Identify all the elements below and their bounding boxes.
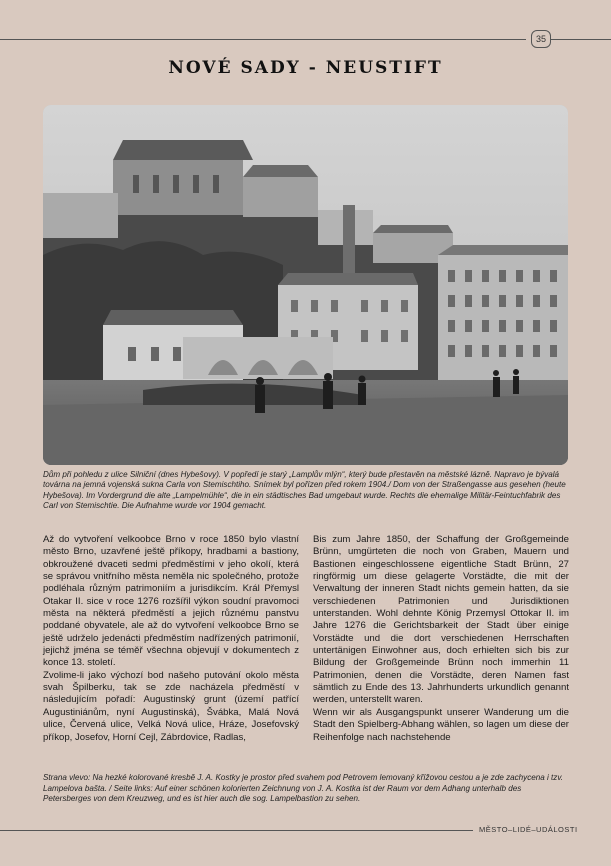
footer-label: MĚSTO–LIDÉ–UDÁLOSTI (479, 825, 578, 834)
side-caption: Strana vlevo: Na hezké kolorované kresbě J. A. Kostky je prostor před svahem pod Petrovem lemovaný křížovou cestou a je zde zachycena i tzv. Lampelova bašta. / Seite links: Auf einer schönen kolorierten Zeichnung von J. A. Kostka ist der Raum vor dem Adhang unterhalb des Petersberges von dem Kreuzweg, und es ist hier auch die sog. Lampelbastion zu sehen. (43, 773, 564, 803)
paragraph: Zvolime-li jako výchozí bod našeho putování okolo města svah Špilberku, tak se zde nacházela předměstí v následujícím pořadí: Augustinský grunt (území patřící Augustiniánům, nyní Augustinská), Švábka, Malá Nová ulice, Červená ulice, Velká Nová ulice, Hráze, Josefovský příkop, Josefov, Horní Cejl, Zábrdovice, Radlas, (43, 669, 299, 743)
page-title: NOVÉ SADY - NEUSTIFT (168, 58, 443, 78)
header-rule-right (551, 39, 611, 40)
footer-rule (0, 830, 473, 831)
paragraph: Wenn wir als Ausgangspunkt unserer Wanderung um die Stadt den Spielberg-Abhang wählen, so lagen um diese der Reihenfolge nach nachstehende (313, 706, 569, 743)
body-column-german (313, 534, 569, 744)
historic-street-photo-icon (43, 105, 568, 465)
header-rule (0, 39, 526, 40)
photo-caption: Dům při pohledu z ulice Silniční (dnes Hybešovy). V popředí je starý „Lamplův mlýn“, který bude přestavěn na městské lázně. Napravo je bývalá továrna na jemná vojenská sukna Carla von Stemischtiho. Snímek byl pořízen před rokem 1904./ Dom von der Straßengasse aus gesehen (heute Hybešova). Im Vordergrund die alte „Lampelmühle“, die in ein städtisches Bad umgebaut wurde. Rechts die ehemalige Militär-Feintuchfabrik des Carl von Stemischtie. Die Aufnahme wurde vor 1904 gemacht. (43, 470, 566, 511)
paragraph: Až do vytvoření velkoobce Brno v roce 1850 bylo vlastní město Brno, uzavřené ještě příkopy, hradbami a bastiony, obkroužené dvaceti sedmi předměstími v jeho okolí, která se správou vnitřního města neměla nic společného, protože podléhala různým patrimoniím a jurisdikcím. Král Přemysl Otakar II. sice v roce 1276 rozšířil výkon soudní pravomoci města na některá předměstí a jejich různému panstvu poddané obyvatele, ale až do vytvoření velkoobce Brno se ještě udrželo jedenácti předměstím nadřízených patrimonií, jejichž jména se téměř všechna objevují v dokumentech z konce 13. století. (43, 534, 299, 669)
page-number: 35 (531, 30, 551, 48)
historic-photo (43, 105, 568, 465)
body-column-czech (43, 534, 299, 744)
paragraph: Bis zum Jahre 1850, der Schaffung der Großgemeinde Brünn, umgürteten die noch von Graben, Mauern und Bastionen eingeschlossene eigentliche Stadt Brünn, 27 ringförmig um diese gelagerte Vorstädte, die mit der Verwaltung der inneren Stadt nichts gemein hatten, da sie verschiedenen Patrimonien und Jurisdiktionen unterstanden. Wohl dehnte König Przemysl Ottokar II. im Jahre 1276 die Gerichtsbarkeit der Stadt über einige Vorstädte und die dort verschiedenen Herrschaften untertänigen Einwohner aus, doch erhielten sich bis zur Bildung der Großgemeinde Brünn noch immerhin 11 Patrimonien, denen die Vorstädte, deren Namen fast sämtlich zu Ende des 13. Jahrhunderts urkundlich genannt werden, unterstellt waren. (313, 534, 569, 706)
